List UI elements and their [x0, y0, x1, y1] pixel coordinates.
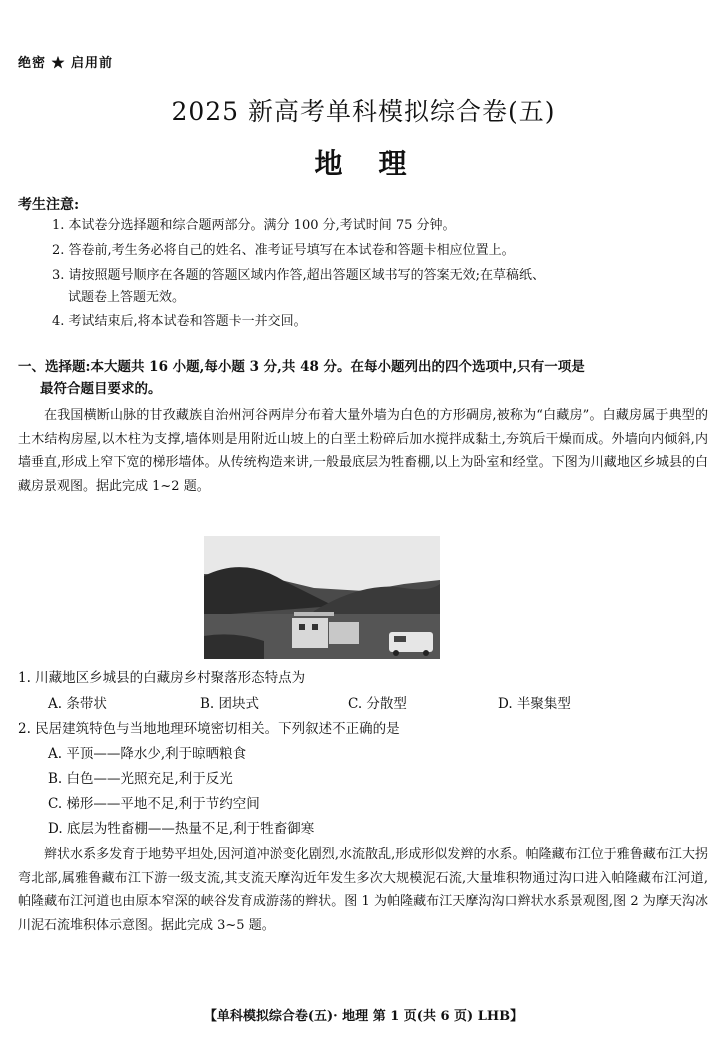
- question-1-option-d: D. 半聚集型: [498, 696, 571, 712]
- passage-braided-river: 辫状水系多发育于地势平坦处,因河道冲淤变化剧烈,水流散乱,形成形似发辫的水系。帕隆藏布江位于雅鲁藏布江大拐弯北部,属雅鲁藏布江下游一级支流,其支流天摩沟近年发生多次大规模泥石流,大量堆积物通过沟口进入帕隆藏布江河道,帕隆藏布江河道也由原本窄深的峡谷发育成游荡的辫状。图 1 为帕隆藏布江天摩沟沟口辫状水系景观图,图 2 为摩天沟冰川泥石流堆积体示意图。据此完成 3~5 题。: [18, 847, 708, 933]
- notice-item-4: 4. 考试结束后,将本试卷和答题卡一并交回。: [52, 314, 307, 329]
- question-1-option-b: B. 团块式: [200, 696, 260, 712]
- question-2-option-d: D. 底层为牲畜棚——热量不足,利于牲畜御寒: [48, 821, 315, 837]
- part-one-line-1: 一、选择题:本大题共 16 小题,每小题 3 分,共 48 分。在每小题列出的四个选项中,只有一项是: [18, 359, 585, 375]
- question-2-option-a: A. 平顶——降水少,利于晾晒粮食: [48, 746, 247, 762]
- subject-title: 地理: [314, 147, 443, 180]
- notice-item-3-cont: 试题卷上答题无效。: [68, 290, 186, 305]
- question-1-option-a: A. 条带状: [48, 696, 107, 712]
- confidential-label: 绝密 ★ 启用前: [18, 56, 114, 71]
- passage-white-tibetan-houses: 在我国横断山脉的甘孜藏族自治州河谷两岸分布着大量外墙为白色的方形碉房,被称为“白藏房”。白藏房属于典型的土木结构房屋,以木柱为支撑,墙体则是用附近山坡上的白垩土粉碎后加水搅拌成黏土,夯筑后干燥而成。外墙向内倾斜,内墙垂直,形成上窄下宽的梯形墙体。从传统构造来讲,一般最底层为牲畜棚,以上为卧室和经堂。下图为川藏地区乡城县的白藏房景观图。据此完成 1~2 题。: [18, 408, 708, 494]
- page-footer: 【单科模拟综合卷(五)· 地理 第 1 页(共 6 页) LHB】: [203, 1009, 524, 1024]
- question-2-stem: 2. 民居建筑特色与当地地理环境密切相关。下列叙述不正确的是: [18, 721, 400, 737]
- exam-title: 2025 新高考单科模拟综合卷(五): [171, 97, 556, 126]
- question-1-option-c: C. 分散型: [348, 696, 407, 712]
- part-one-line-2: 最符合题目要求的。: [40, 381, 162, 397]
- part-one-heading: [18, 356, 698, 400]
- white-tibetan-house-photo: [204, 536, 440, 659]
- question-2-option-b: B. 白色——光照充足,利于反光: [48, 771, 233, 787]
- notice-item-1: 1. 本试卷分选择题和综合题两部分。满分 100 分,考试时间 75 分钟。: [52, 218, 456, 233]
- notice-heading: 考生注意:: [18, 197, 80, 213]
- landscape-image: [204, 536, 440, 659]
- notice-item-2: 2. 答卷前,考生务必将自己的姓名、准考证号填写在本试卷和答题卡相应位置上。: [52, 243, 515, 258]
- notice-item-3: 3. 请按照题号顺序在各题的答题区域内作答,超出答题区域书写的答案无效;在草稿纸、: [52, 268, 546, 283]
- question-2-option-c: C. 梯形——平地不足,利于节约空间: [48, 796, 260, 812]
- question-1-stem: 1. 川藏地区乡城县的白藏房乡村聚落形态特点为: [18, 670, 306, 686]
